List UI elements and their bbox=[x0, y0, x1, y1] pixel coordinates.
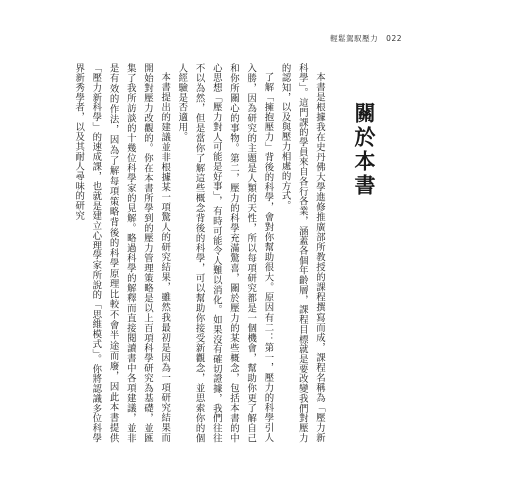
page-number: 022 bbox=[386, 34, 402, 43]
paragraph-3: 本書提出的建議並非根據某一項驚人的研究結果，雖然我最初是因為一項研究結果而開始對壓力改觀的。你在本書所學到的壓力管理策略是以上百項科學研究為基礎，並匯集了我所訪談的十幾位科學家的見解。略過科學的解釋而直接閱讀書中各項建議，並非是有效的作法，因為了解每項策略背後的科學原理比較不會半途而廢，因此本書提供「壓力新科學」的速成課，也就是建立心理學家所說的「思維模式」。你將認識多位科學界新秀學者，以及其耐人尋味的研究 bbox=[73, 63, 171, 443]
body-text bbox=[38, 63, 328, 443]
running-header bbox=[330, 33, 402, 44]
chapter-title: 關於本書 bbox=[352, 102, 376, 198]
book-title: 輕鬆駕馭壓力 bbox=[330, 34, 379, 43]
paragraph-1: 本書是根據我在史丹佛大學進修推廣部所教授的課程撰寫而成，課程名稱為「壓力新科學」。這門課的學員來自各行各業，涵蓋各個年齡層，課程目標就是要改變我們對壓力的認知，以及與壓力相處的方式。 bbox=[279, 63, 325, 443]
paragraph-2: 了解「擁抱壓力」背後的科學，會對你幫助很大。原因有二：第一，壓力的科學引人入勝，因為研究的主題是人類的天性，所以每項研究都是一個機會，幫助你更了解自己和你所關心的事物。第二，壓力的科學充滿驚喜，關於壓力的某些概念，包括本書的中心思想「壓力對人可能是好事」，有時可能令人難以消化。如果沒有確切證據，我們往往不以為然，但是當你了解這些概念背後的科學，可以幫助你接受新觀念，並思索你的個人經驗是否適用。 bbox=[176, 63, 274, 443]
